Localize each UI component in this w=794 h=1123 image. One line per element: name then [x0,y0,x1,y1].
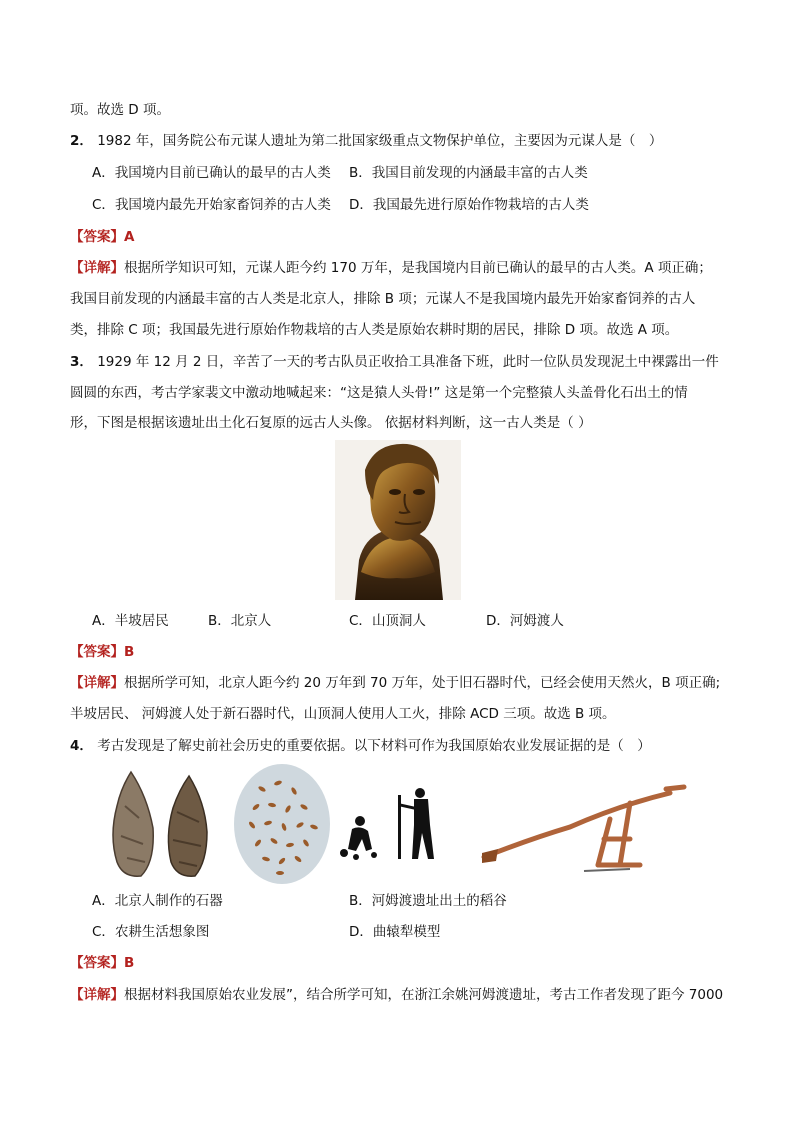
q4-option-b: B．河姆渡遗址出土的稻谷 [349,893,507,909]
q3-answer: 【答案】B [70,644,135,660]
q3-detail-line-1: 【详解】根据所学可知，北京人距今约 20 万年到 70 万年，处于旧石器时代，已经会使用天然火，B 项正确; [70,675,721,691]
q2-option-d: D．我国最先进行原始作物栽培的古人类 [349,197,589,213]
q2-option-b: B．我国目前发现的内涵最丰富的古人类 [349,165,588,181]
q3-stem-line-1: 3． 1929 年 12 月 2 日，辛苦了一天的考古队员正收拾工具准备下班，此时一位队员发现泥土中裸露出一件 [70,354,719,370]
q2-stem: 2． 1982 年，国务院公布元谋人遗址为第二批国家级重点文物保护单位，主要因为元谋人是（ ） [70,133,663,149]
q4-detail-line-1: 【详解】根据材料我国原始农业发展”，结合所学可知，在浙江余姚河姆渡遗址，考古工作者发现了距今 7000 [70,987,724,1003]
farming-scene-image [336,785,448,865]
q3-option-c: C．山顶洞人 [349,613,426,629]
q3-option-d: D．河姆渡人 [486,613,564,629]
rice-grains-image [232,761,332,887]
q3-option-a: A．半坡居民 [92,613,169,629]
q3-option-b: B．北京人 [208,613,272,629]
q2-detail-line-3: 类，排除 C 项；我国最先进行原始作物栽培的古人类是原始农耕时期的居民，排除 D 项。故选 A 项。 [70,322,679,338]
q2-option-c: C．我国境内最先开始家畜饲养的古人类 [92,197,331,213]
q2-option-a: A．我国境内目前已确认的最早的古人类 [92,165,331,181]
q4-option-a: A．北京人制作的石器 [92,893,223,909]
q3-stem-line-2: 圆圆的东西，考古学家裴文中激动地喊起来：“这是猿人头骨!” 这是第一个完整猿人头盖骨化石出土的情 [70,385,688,401]
q3-detail-line-2: 半坡居民、 河姆渡人处于新石器时代，山顶洞人使用人工火，排除 ACD 三项。故选 B 项。 [70,706,616,722]
q4-stem: 4． 考古发现是了解史前社会历史的重要依据。以下材料可作为我国原始农业发展证据的是（ ） [70,738,651,754]
q1-tail: 项。故选 D 项。 [70,102,170,118]
stone-tools-image [103,766,223,882]
q4-answer: 【答案】B [70,955,135,971]
q4-option-d: D．曲辕犁模型 [349,924,441,940]
q2-detail-line-1: 【详解】根据所学知识可知，元谋人距今约 170 万年，是我国境内目前已确认的最早的古人类。A 项正确； [70,260,712,276]
q2-answer: 【答案】A [70,229,135,245]
q3-stem-line-3: 形，下图是根据该遗址出土化石复原的远古人头像。 依据材料判断，这一古人类是（ ） [70,415,592,431]
bust-image [335,440,461,600]
plough-model-image [470,779,690,875]
q4-option-c: C．农耕生活想象图 [92,924,210,940]
q2-detail-line-2: 我国目前发现的内涵最丰富的古人类是北京人，排除 B 项；元谋人不是我国境内最先开始家畜饲养的古人 [70,291,696,307]
